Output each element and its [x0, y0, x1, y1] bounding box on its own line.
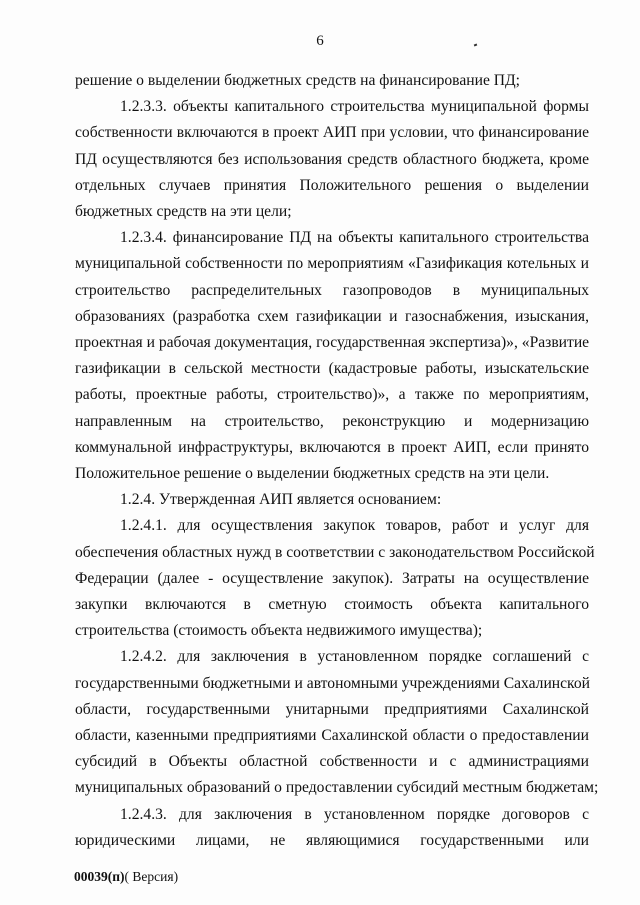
text-line: 1.2.4.2. для заключения в установленном порядке соглашений с [120, 648, 589, 666]
text-line: работы, проектные работы, строительство)», а также по мероприятиям, [75, 386, 589, 404]
document-version: ( Версия) [124, 869, 179, 884]
text-line: 1.2.4.3. для заключения в установленном порядке договоров с [120, 805, 589, 823]
text-line: ПД осуществляются без использования средств областного бюджета, кроме [75, 150, 589, 168]
document-footer [74, 869, 178, 885]
text-line: муниципальной собственности по мероприятиям «Газификация котельных и [75, 255, 589, 273]
text-line: отдельных случаев принятия Положительного решения о выделении [75, 176, 589, 194]
page-number: 6 [316, 33, 324, 49]
text-line: коммунальной инфраструктуры, включаются в проект АИП, если принято [75, 438, 589, 456]
text-line: области, государственными унитарными предприятиями Сахалинской [75, 700, 589, 718]
text-line: области, казенными предприятиями Сахалинской области о предоставлении [75, 727, 589, 745]
text-line: муниципальных образований о предоставлении субсидий местным бюджетам; [75, 779, 599, 797]
text-line: строительства (стоимость объекта недвижимого имущества); [75, 622, 483, 640]
document-body [75, 68, 599, 854]
text-line: 1.2.4.1. для осуществления закупок товаров, работ и услуг для [120, 517, 589, 535]
text-line: образованиях (разработка схем газификации и газоснабжения, изыскания, [75, 307, 589, 325]
text-line: направленным на строительство, реконструкцию и модернизацию [75, 412, 589, 430]
text-line: Федерации (далее - осуществление закупок). Затраты на осуществление [75, 569, 589, 587]
text-line: газификации в сельской местности (кадастровые работы, изыскательские [75, 360, 589, 378]
text-line: государственными бюджетными и автономными учреждениями Сахалинской [75, 674, 590, 692]
text-line: 1.2.4. Утвержденная АИП является основанием: [120, 491, 442, 509]
text-line: юридическими лицами, не являющимися государственными или [75, 831, 589, 849]
text-line: проектная и рабочая документация, государственная экспертиза)», «Развитие [75, 334, 590, 352]
text-line: обеспечения областных нужд в соответствии с законодательством Российской [75, 543, 595, 561]
text-line: бюджетных средств на эти цели; [75, 203, 292, 221]
text-line: строительство распределительных газопроводов в муниципальных [75, 281, 589, 299]
text-line: 1.2.3.4. финансирование ПД на объекты капитального строительства [120, 229, 589, 247]
text-line: субсидий в Объекты областной собственности и с администрациями [75, 753, 589, 771]
text-line: 1.2.3.3. объекты капитального строительства муниципальной формы [120, 98, 589, 116]
text-line: собственности включаются в проект АИП при условии, что финансирование [75, 124, 589, 142]
text-line: закупки включаются в сметную стоимость объекта капитального [75, 596, 589, 614]
text-line: Положительное решение о выделении бюджетных средств на эти цели. [75, 465, 550, 483]
document-code: 00039(п) [74, 869, 125, 884]
text-line: решение о выделении бюджетных средств на финансирование ПД; [75, 72, 520, 89]
